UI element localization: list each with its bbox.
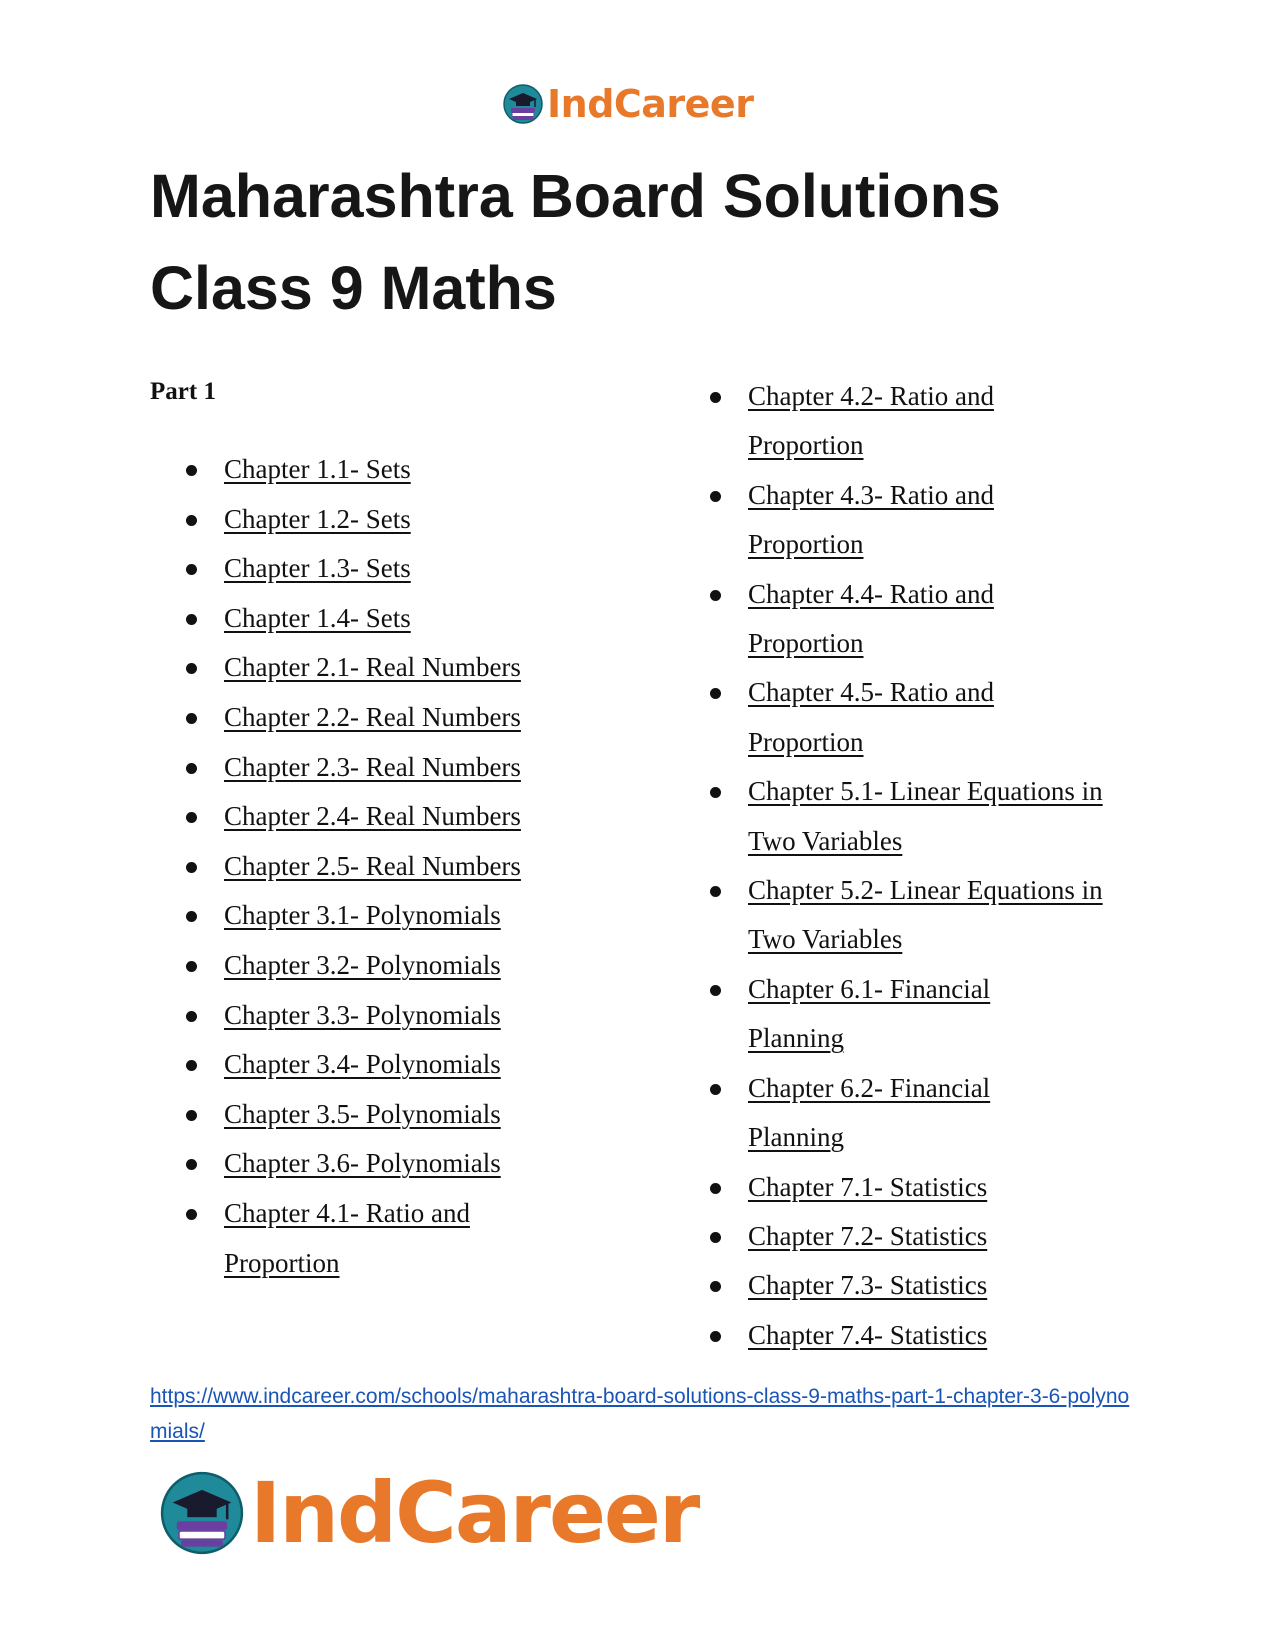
bullet-icon <box>186 713 197 724</box>
chapter-link[interactable]: Chapter 1.2- Sets <box>224 503 411 534</box>
bullet-icon <box>710 1183 721 1194</box>
list-item <box>186 495 646 545</box>
bullet-icon <box>186 1110 197 1121</box>
chapter-link[interactable]: Chapter 6.1- Financial Planning <box>748 973 991 1054</box>
bullet-icon <box>710 1331 721 1342</box>
list-item <box>186 891 646 941</box>
chapter-list-left <box>186 445 646 1288</box>
chapter-link[interactable]: Chapter 3.4- Polynomials <box>224 1049 501 1080</box>
bullet-icon <box>186 862 197 873</box>
list-item <box>186 743 646 793</box>
bullet-icon <box>186 515 197 526</box>
list-item <box>710 372 1068 471</box>
graduation-cap-books-icon <box>503 84 543 124</box>
bullet-icon <box>186 763 197 774</box>
chapter-link[interactable]: Chapter 2.3- Real Numbers <box>224 751 521 782</box>
list-item <box>710 1311 1130 1360</box>
chapter-link[interactable]: Chapter 4.4- Ratio and Proportion <box>748 578 994 659</box>
bullet-icon <box>710 1281 721 1292</box>
bullet-icon <box>186 465 197 476</box>
chapter-link[interactable]: Chapter 4.2- Ratio and Proportion <box>748 381 994 461</box>
bullet-icon <box>186 564 197 575</box>
chapter-link[interactable]: Chapter 7.2- Statistics <box>748 1220 988 1251</box>
list-item <box>186 693 646 743</box>
chapter-link[interactable]: Chapter 5.2- Linear Equations in Two Variables <box>748 875 1103 955</box>
list-item <box>186 445 646 495</box>
bullet-icon <box>186 1159 197 1170</box>
chapter-link[interactable]: Chapter 2.5- Real Numbers <box>224 850 521 881</box>
bullet-icon <box>710 688 721 699</box>
header-logo <box>503 82 753 126</box>
chapter-link[interactable]: Chapter 5.1- Linear Equations in Two Variables <box>748 776 1103 856</box>
bullet-icon <box>710 392 721 403</box>
list-item <box>710 767 1148 866</box>
chapter-link[interactable]: Chapter 6.2- Financial Planning <box>748 1072 991 1153</box>
bullet-icon <box>186 961 197 972</box>
bullet-icon <box>710 1232 721 1243</box>
list-item <box>186 643 646 693</box>
chapter-link[interactable]: Chapter 2.2- Real Numbers <box>224 701 521 732</box>
bullet-icon <box>186 614 197 625</box>
page-title-line-2: Class 9 Maths <box>150 254 557 322</box>
chapter-link[interactable]: Chapter 3.1- Polynomials <box>224 900 501 931</box>
bullet-icon <box>186 1060 197 1071</box>
chapter-link[interactable]: Chapter 3.6- Polynomials <box>224 1148 501 1179</box>
list-item <box>710 570 1068 669</box>
chapter-link[interactable]: Chapter 7.1- Statistics <box>748 1171 988 1202</box>
list-item <box>186 1139 646 1189</box>
bullet-icon <box>186 812 197 823</box>
chapter-link[interactable]: Chapter 7.3- Statistics <box>748 1270 988 1301</box>
chapter-link[interactable]: Chapter 7.4- Statistics <box>748 1319 988 1350</box>
bullet-icon <box>710 491 721 502</box>
chapter-link[interactable]: Chapter 3.3- Polynomials <box>224 999 501 1030</box>
logo-text: IndCareer <box>250 1464 699 1562</box>
bullet-icon <box>710 590 721 601</box>
chapter-link[interactable]: Chapter 2.4- Real Numbers <box>224 801 521 832</box>
list-item <box>186 544 646 594</box>
list-item <box>710 1261 1130 1310</box>
list-item <box>186 842 646 892</box>
list-item <box>710 1064 1048 1163</box>
graduation-cap-books-icon <box>160 1471 244 1555</box>
bullet-icon <box>186 663 197 674</box>
list-item <box>186 1040 646 1090</box>
page-title-line-1: Maharashtra Board Solutions <box>150 162 1001 230</box>
chapter-link[interactable]: Chapter 1.3- Sets <box>224 553 411 584</box>
part-heading: Part 1 <box>150 378 216 405</box>
list-item <box>186 941 646 991</box>
logo-text: IndCareer <box>547 82 754 126</box>
chapter-list-right <box>710 372 1130 1360</box>
page-title <box>150 150 1150 334</box>
list-item <box>710 668 1068 767</box>
list-item <box>186 594 646 644</box>
list-item <box>186 991 646 1041</box>
bullet-icon <box>710 985 721 996</box>
list-item <box>710 866 1148 965</box>
bullet-icon <box>710 886 721 897</box>
chapter-link[interactable]: Chapter 4.1- Ratio and Proportion <box>224 1197 470 1278</box>
chapter-link[interactable]: Chapter 4.5- Ratio and Proportion <box>748 677 994 757</box>
chapter-link[interactable]: Chapter 2.1- Real Numbers <box>224 652 521 683</box>
bullet-icon <box>710 1084 721 1095</box>
chapter-link[interactable]: Chapter 1.1- Sets <box>224 454 411 484</box>
chapter-link[interactable]: Chapter 3.5- Polynomials <box>224 1098 501 1129</box>
list-item <box>186 1189 524 1288</box>
bullet-icon <box>186 1011 197 1022</box>
chapter-link[interactable]: Chapter 1.4- Sets <box>224 602 411 633</box>
list-item <box>710 471 1068 570</box>
list-item <box>186 1090 646 1140</box>
footer-logo <box>160 1465 698 1561</box>
list-item <box>710 965 1048 1064</box>
source-url-link[interactable]: https://www.indcareer.com/schools/maharashtra-board-solutions-class-9-maths-part-1-chapter-3-6-polynomials/ <box>150 1385 1130 1443</box>
list-item <box>186 792 646 842</box>
chapter-link[interactable]: Chapter 3.2- Polynomials <box>224 949 501 980</box>
chapter-link[interactable]: Chapter 4.3- Ratio and Proportion <box>748 479 994 560</box>
bullet-icon <box>710 787 721 798</box>
bullet-icon <box>186 911 197 922</box>
list-item <box>710 1212 1130 1261</box>
list-item <box>710 1163 1130 1212</box>
bullet-icon <box>186 1209 197 1220</box>
